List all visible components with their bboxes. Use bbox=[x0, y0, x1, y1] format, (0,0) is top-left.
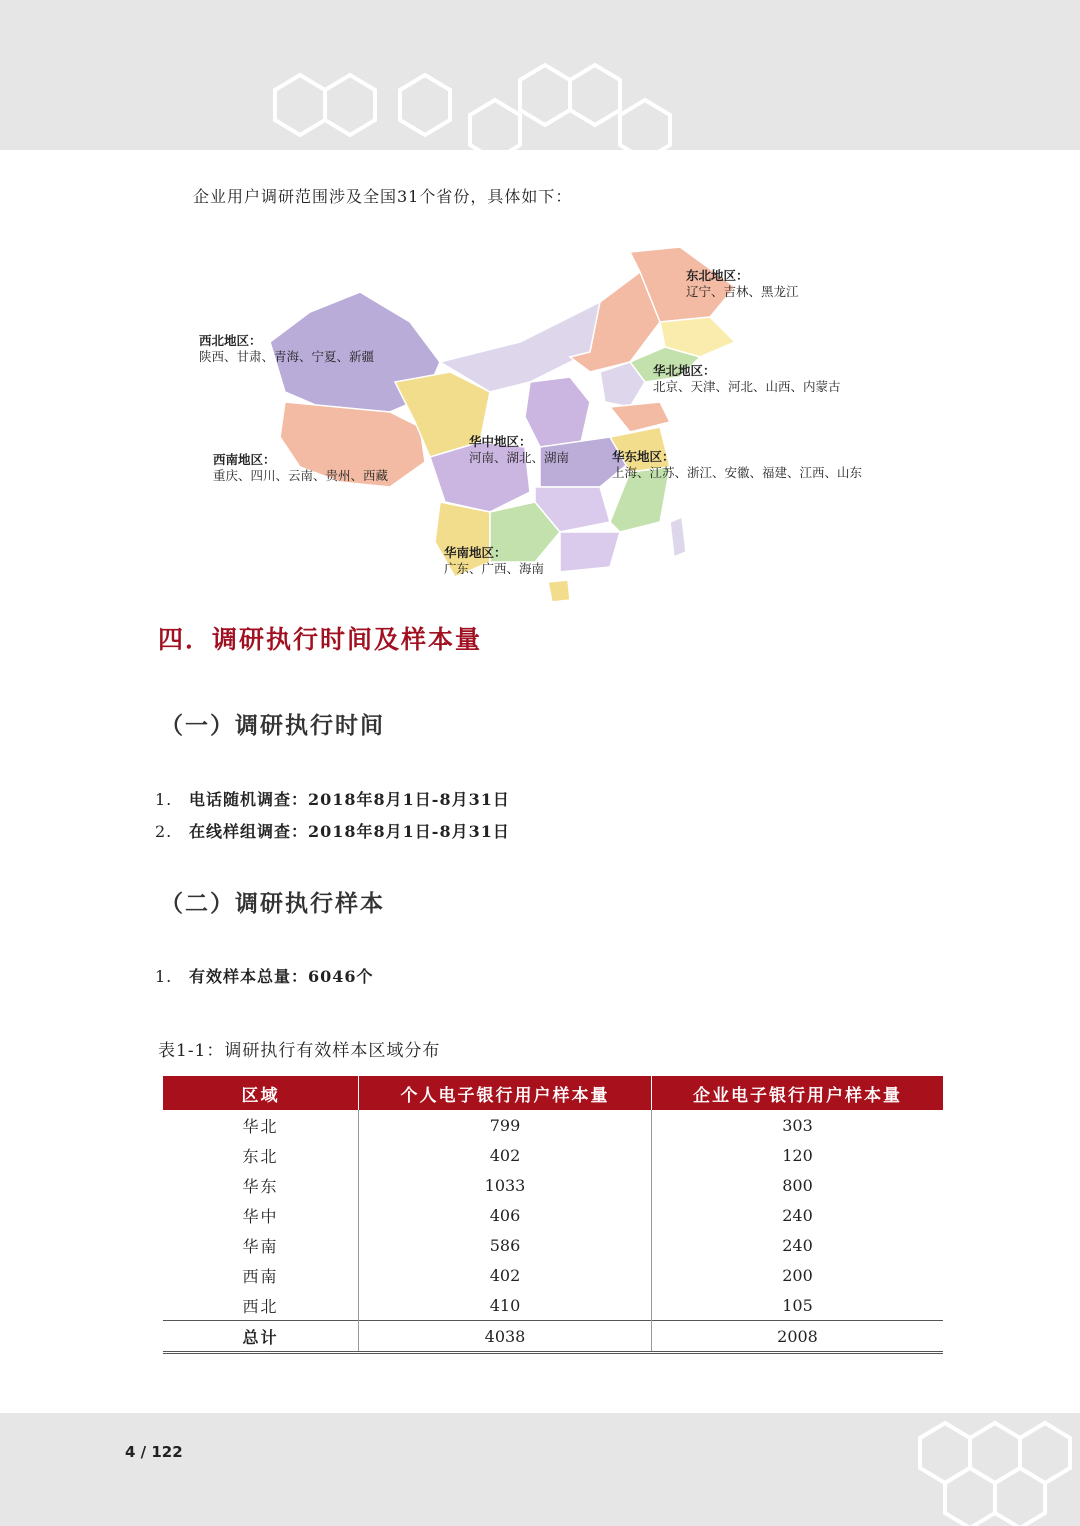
region-label-south bbox=[444, 545, 544, 577]
intro-text: 企业用户调研范围涉及全国31个省份，具体如下： bbox=[193, 187, 573, 206]
table-header-cell: 个人电子银行用户样本量 bbox=[359, 1076, 652, 1110]
list-item bbox=[155, 787, 510, 810]
list-item-number: 1. bbox=[155, 790, 173, 809]
table-cell: 200 bbox=[782, 1265, 813, 1285]
region-name: 华南地区： bbox=[444, 545, 507, 560]
table-caption: 表1-1：调研执行有效样本区域分布 bbox=[158, 1041, 441, 1061]
subsection-title-sample: （二）调研执行样本 bbox=[160, 890, 385, 917]
table-cell: 586 bbox=[359, 1230, 652, 1260]
table-cell: 406 bbox=[359, 1200, 652, 1230]
region-name: 华东地区： bbox=[612, 449, 675, 464]
china-region-map bbox=[190, 232, 890, 612]
table-row bbox=[163, 1290, 943, 1321]
table-header-row bbox=[163, 1076, 943, 1110]
list-item-text: 在线样组调查：2018年8月1日-8月31日 bbox=[189, 822, 510, 841]
table-header-cell: 区域 bbox=[163, 1076, 359, 1110]
table-cell: 800 bbox=[782, 1175, 813, 1195]
region-name: 华北地区： bbox=[653, 363, 716, 378]
page-number: 4 / 122 bbox=[125, 1443, 183, 1461]
table-cell: 799 bbox=[359, 1110, 652, 1140]
table-cell: 华东 bbox=[163, 1170, 359, 1200]
table-cell: 4038 bbox=[359, 1321, 652, 1353]
table-cell: 东北 bbox=[163, 1140, 359, 1170]
table-cell: 105 bbox=[782, 1295, 813, 1315]
region-label-northeast bbox=[686, 268, 799, 300]
table-cell: 华北 bbox=[163, 1110, 359, 1140]
table-cell: 303 bbox=[782, 1115, 813, 1135]
region-provinces: 陕西、甘肃、青海、宁夏、新疆 bbox=[199, 349, 375, 364]
list-item-number: 2. bbox=[155, 822, 173, 841]
list-item-number: 1. bbox=[155, 967, 173, 986]
table-cell: 410 bbox=[359, 1290, 652, 1321]
region-label-central bbox=[469, 434, 569, 466]
table-cell: 240 bbox=[782, 1235, 813, 1255]
region-provinces: 辽宁、吉林、黑龙江 bbox=[686, 284, 799, 299]
table-cell: 华中 bbox=[163, 1200, 359, 1230]
hexagon-decoration bbox=[0, 1413, 1080, 1526]
table-cell: 120 bbox=[782, 1145, 813, 1165]
table-header-cell: 企业电子银行用户样本量 bbox=[652, 1076, 944, 1110]
table-total-row bbox=[163, 1321, 943, 1353]
table-row bbox=[163, 1230, 943, 1260]
footer-band bbox=[0, 1413, 1080, 1526]
region-name: 西北地区： bbox=[199, 333, 262, 348]
header-band bbox=[0, 0, 1080, 150]
table-cell: 2008 bbox=[652, 1321, 944, 1353]
table-cell: 西北 bbox=[163, 1290, 359, 1321]
table-cell: 240 bbox=[782, 1205, 813, 1225]
region-label-northwest bbox=[199, 333, 374, 365]
table-cell: 1033 bbox=[359, 1170, 652, 1200]
table-cell: 402 bbox=[359, 1140, 652, 1170]
region-provinces: 重庆、四川、云南、贵州、西藏 bbox=[213, 468, 389, 483]
list-item-text: 电话随机调查：2018年8月1日-8月31日 bbox=[189, 790, 510, 809]
region-sample-table bbox=[163, 1076, 943, 1354]
table-row bbox=[163, 1200, 943, 1230]
region-provinces: 上海、江苏、浙江、安徽、福建、江西、山东 bbox=[612, 465, 863, 480]
region-name: 东北地区： bbox=[686, 268, 749, 283]
table-row bbox=[163, 1140, 943, 1170]
region-name: 西南地区： bbox=[213, 452, 276, 467]
list-item bbox=[155, 964, 374, 987]
hexagon-decoration bbox=[0, 0, 1080, 150]
table-cell: 总计 bbox=[163, 1321, 359, 1353]
table-cell: 西南 bbox=[163, 1260, 359, 1290]
list-item-text: 有效样本总量：6046个 bbox=[189, 967, 374, 986]
region-label-east bbox=[612, 449, 862, 481]
region-name: 华中地区： bbox=[469, 434, 532, 449]
region-provinces: 河南、湖北、湖南 bbox=[469, 450, 570, 465]
region-provinces: 北京、天津、河北、山西、内蒙古 bbox=[653, 379, 841, 394]
region-label-north bbox=[653, 363, 841, 395]
table-row bbox=[163, 1110, 943, 1140]
table-row bbox=[163, 1170, 943, 1200]
subsection-title-time: （一）调研执行时间 bbox=[160, 712, 385, 739]
table-cell: 华南 bbox=[163, 1230, 359, 1260]
region-provinces: 广东、广西、海南 bbox=[444, 561, 545, 576]
table-row bbox=[163, 1260, 943, 1290]
list-item bbox=[155, 819, 510, 842]
section-title: 四．调研执行时间及样本量 bbox=[158, 625, 483, 654]
table-cell: 402 bbox=[359, 1260, 652, 1290]
region-label-southwest bbox=[213, 452, 388, 484]
